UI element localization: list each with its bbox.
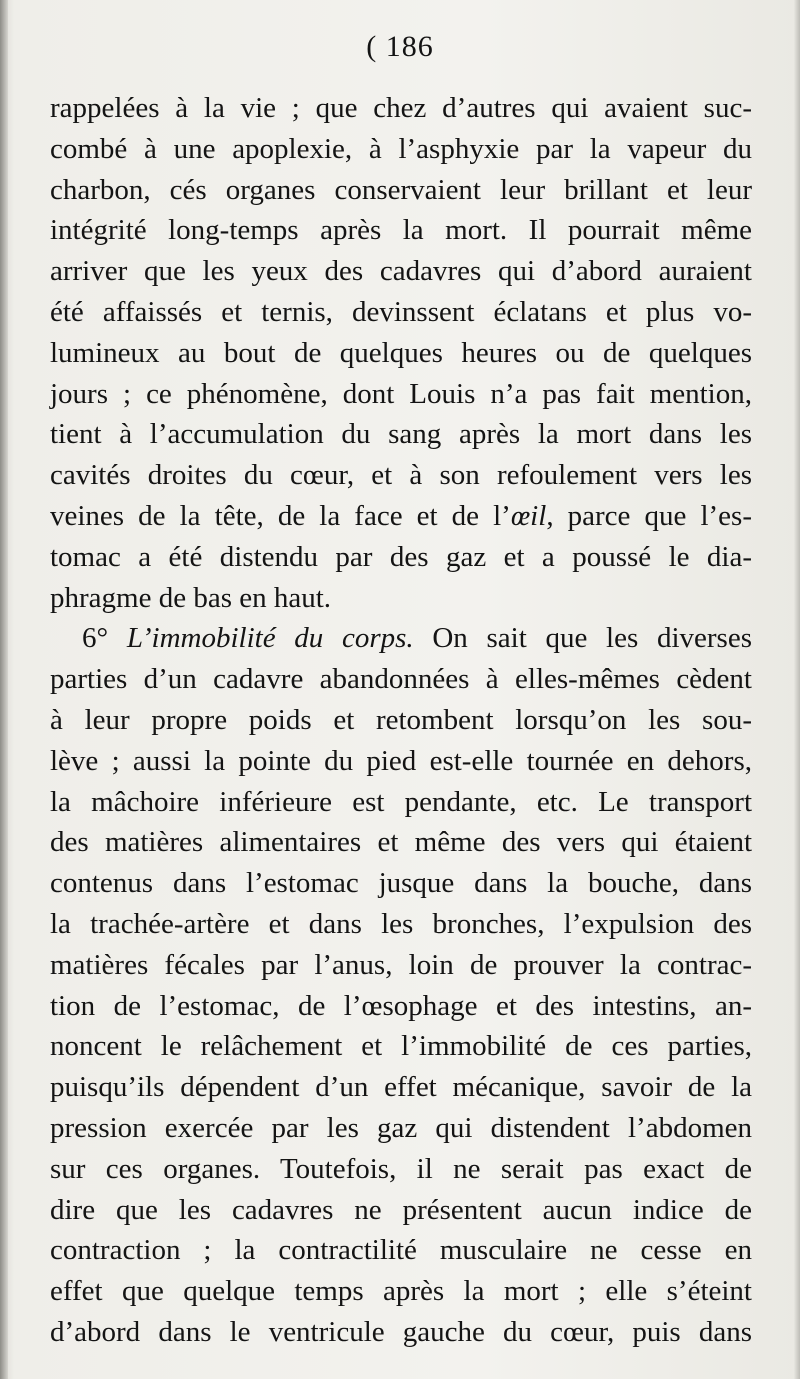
paragraph-1 (50, 88, 752, 618)
section-number: 6° (82, 622, 109, 655)
text-line: tient à l’accumulation du sang après la mort dans les (50, 418, 752, 451)
text-run: , parce que l’es- (546, 499, 752, 532)
text-run: veines de la tête, de la face et de l’ (50, 499, 511, 532)
italic-word: œil (510, 499, 547, 532)
text-line: cavités droites du cœur, et à son refoulement vers les (50, 459, 752, 492)
text-line: dire que les cadavres ne présentent aucun indice de (50, 1193, 752, 1226)
text-run: On sait que les diverses (413, 622, 752, 655)
text-line (50, 496, 752, 537)
text-line: arriver que les yeux des cadavres qui d’abord auraient (50, 255, 752, 288)
text-line: puisqu’ils dépendent d’un effet mécanique, savoir de la (50, 1071, 752, 1104)
text-line: noncent le relâchement et l’immobilité de ces parties, (50, 1030, 752, 1063)
page-right-edge (794, 0, 800, 1379)
text-line: rappelées à la vie ; que chez d’autres qui avaient suc- (50, 92, 752, 124)
text-line: tion de l’estomac, de l’œsophage et des intestins, an- (50, 989, 752, 1022)
text-line: tomac a été distendu par des gaz et a poussé le dia- (50, 540, 752, 573)
paragraph-2 (50, 618, 752, 1352)
text-line: la mâchoire inférieure est pendante, etc. Le transport (50, 785, 752, 818)
text-line: matières fécales par l’anus, loin de prouver la contrac- (50, 948, 752, 981)
body-text (50, 88, 752, 1353)
text-line: jours ; ce phénomène, dont Louis n’a pas fait mention, (50, 377, 752, 410)
text-line: lève ; aussi la pointe du pied est-elle tournée en dehors, (50, 744, 752, 777)
text-line: effet que quelque temps après la mort ; elle s’éteint (50, 1275, 752, 1308)
section-heading-line (50, 618, 752, 659)
text-line: contraction ; la contractilité musculaire ne cesse en (50, 1234, 752, 1267)
text-line: contenus dans l’estomac jusque dans la bouche, dans (50, 867, 752, 900)
text-line: pression exercée par les gaz qui distendent l’abdomen (50, 1111, 752, 1144)
text-line: des matières alimentaires et même des vers qui étaient (50, 826, 752, 859)
text-line: combé à une apoplexie, à l’asphyxie par la vapeur du (50, 132, 752, 165)
text-line: d’abord dans le ventricule gauche du cœur, puis dans (50, 1315, 752, 1348)
text-line: sur ces organes. Toutefois, il ne serait pas exact de (50, 1152, 752, 1185)
text-line: parties d’un cadavre abandonnées à elles-mêmes cèdent (50, 663, 752, 696)
page-left-edge (0, 0, 8, 1379)
text-line: intégrité long-temps après la mort. Il pourrait même (50, 214, 752, 247)
text-line: charbon, cés organes conservaient leur brillant et leur (50, 173, 752, 206)
section-title: L’immobilité du corps. (126, 622, 414, 655)
text-line: la trachée-artère et dans les bronches, l’expulsion des (50, 907, 752, 940)
text-line: phragme de bas en haut. (50, 581, 332, 614)
text-line: été affaissés et ternis, devinssent éclatans et plus vo- (50, 295, 752, 328)
page-number: ( 186 (366, 30, 434, 63)
text-line: lumineux au bout de quelques heures ou de quelques (50, 336, 752, 369)
text-line: à leur propre poids et retombent lorsqu’on les sou- (50, 703, 752, 736)
